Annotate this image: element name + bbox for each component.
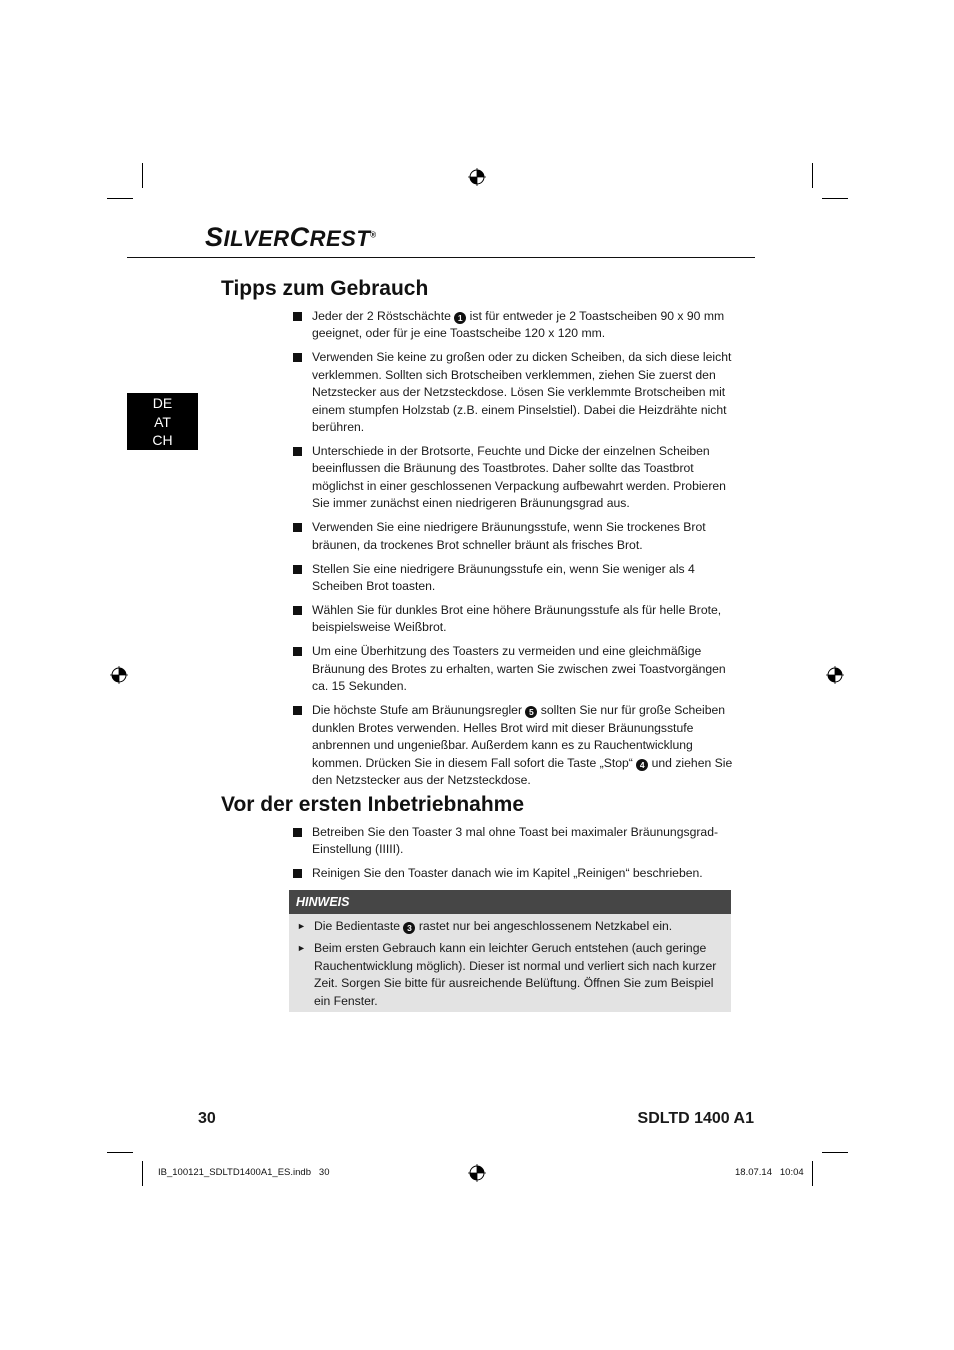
crop-mark — [812, 163, 813, 188]
registration-mark-icon — [826, 666, 844, 684]
bullet-square-icon — [293, 706, 302, 715]
bullet-square-icon — [293, 647, 302, 656]
print-slug-date: 18.07.14 10:04 — [735, 1167, 804, 1178]
note-item: ► Die Bedientaste 3 rastet nur bei angeschlossenem Netzkabel ein. — [297, 918, 721, 935]
crop-mark — [822, 1152, 848, 1153]
arrow-right-icon: ► — [297, 943, 306, 954]
header-rule — [127, 257, 755, 258]
list-item: Unterschiede in der Brotsorte, Feuchte und Dicke der einzelnen Scheiben beeinflussen die Bräunung des Toastbrotes. Daher sollte das Toastbrot möglichst in einer geschlossenen Verpackung aufbewahrt werden. Probieren Sie immer zunächst einen niedrigeren Bräunungsgrad aus. — [293, 443, 733, 513]
arrow-right-icon: ► — [297, 921, 306, 931]
registration-mark-icon — [468, 168, 486, 186]
crop-mark — [107, 1152, 133, 1153]
part-number-1-icon: 1 — [454, 312, 466, 324]
note-heading: HINWEIS — [289, 890, 731, 914]
list-item: Betreiben Sie den Toaster 3 mal ohne Toast bei maximaler Bräunungsgrad-Einstellung (IIIII). — [293, 824, 733, 859]
crop-mark — [822, 198, 848, 199]
bullet-square-icon — [293, 353, 302, 362]
list-item: Jeder der 2 Röstschächte 1 ist für entweder je 2 Toastscheiben 90 x 90 mm geeignet, oder für je eine Toastscheibe 120 x 120 mm. — [293, 308, 733, 343]
setup-list — [293, 824, 733, 889]
crop-mark — [142, 1161, 143, 1186]
section-title: Tipps zum Gebrauch — [221, 277, 429, 300]
model-number: SDLTD 1400 A1 — [637, 1110, 754, 1127]
registered-mark: ® — [370, 230, 377, 240]
page-number: 30 — [198, 1110, 216, 1127]
note-box — [289, 890, 731, 1012]
logo-letter: C — [289, 222, 310, 252]
list-item: Verwenden Sie keine zu großen oder zu dicken Scheiben, da sich diese leicht verklemmen. Sollten sich Brotscheiben verklemmen, ziehen Sie zuerst den Netzstecker aus der Netzsteckdose. Lösen Sie verklemmte Brotscheiben mit einem stumpfen Holzstab (z.B. einem Pinselstiel). Dabei die Heizdrähte nicht berühren. — [293, 349, 733, 436]
language-code: CH — [152, 432, 173, 448]
brand-logo — [205, 222, 377, 253]
note-item: ► Beim ersten Gebrauch kann ein leichter Geruch entstehen (auch geringe Rauchentwicklung möglich). Dieser ist normal und verliert sich nach kurzer Zeit. Sorgen Sie bitte für ausreichende Belüftung. Öffnen Sie zum Beispiel ein Fenster. — [297, 941, 717, 1008]
bullet-square-icon — [293, 565, 302, 574]
list-item: Wählen Sie für dunkles Brot eine höhere Bräunungsstufe als für helle Brote, beispielsweise Weißbrot. — [293, 602, 733, 637]
print-slug-file: IB_100121_SDLTD1400A1_ES.indb 30 — [158, 1167, 330, 1178]
bullet-square-icon — [293, 869, 302, 878]
bullet-square-icon — [293, 447, 302, 456]
logo-text: REST — [309, 226, 371, 251]
language-tab — [127, 393, 198, 450]
part-number-4-icon: 4 — [636, 759, 648, 771]
logo-letter: S — [205, 222, 224, 252]
part-number-3-icon: 3 — [403, 922, 415, 934]
section-title: Vor der ersten Inbetriebnahme — [221, 793, 525, 816]
list-item: Die höchste Stufe am Bräunungsregler 5 sollten Sie nur für große Scheiben dunklen Brotes verwenden. Helles Brot wird mit dieser Bräunungsstufe anbrennen und ungenießbar. Außerdem kann es zu Rauchentwicklung kommen. Drücken Sie in diesem Fall sofort die Taste „Stop“ 4 und ziehen Sie den Netzstecker aus der Netzsteckdose. — [293, 702, 733, 789]
crop-mark — [107, 198, 133, 199]
registration-mark-icon — [468, 1164, 486, 1182]
list-item: Stellen Sie eine niedrigere Bräunungsstufe ein, wenn Sie weniger als 4 Scheiben Brot toasten. — [293, 561, 733, 596]
logo-text: ILVER — [223, 226, 290, 251]
bullet-square-icon — [293, 828, 302, 837]
tips-list — [293, 308, 733, 796]
part-number-5-icon: 5 — [525, 706, 537, 718]
registration-mark-icon — [110, 666, 128, 684]
language-code: DE — [152, 395, 173, 411]
crop-mark — [142, 163, 143, 188]
list-item: Reinigen Sie den Toaster danach wie im Kapitel „Reinigen“ beschrieben. — [293, 865, 733, 882]
language-code: AT — [154, 413, 171, 430]
list-item: Um eine Überhitzung des Toasters zu vermeiden und eine gleichmäßige Bräunung des Brotes zu erhalten, warten Sie zwischen zwei Toastvorgängen ca. 15 Sekunden. — [293, 643, 733, 695]
bullet-square-icon — [293, 312, 302, 321]
list-item: Verwenden Sie eine niedrigere Bräunungsstufe, wenn Sie trockenes Brot bräunen, da trockenes Brot schneller bräunt als frisches Brot. — [293, 519, 733, 554]
bullet-square-icon — [293, 523, 302, 532]
bullet-square-icon — [293, 606, 302, 615]
crop-mark — [812, 1161, 813, 1186]
